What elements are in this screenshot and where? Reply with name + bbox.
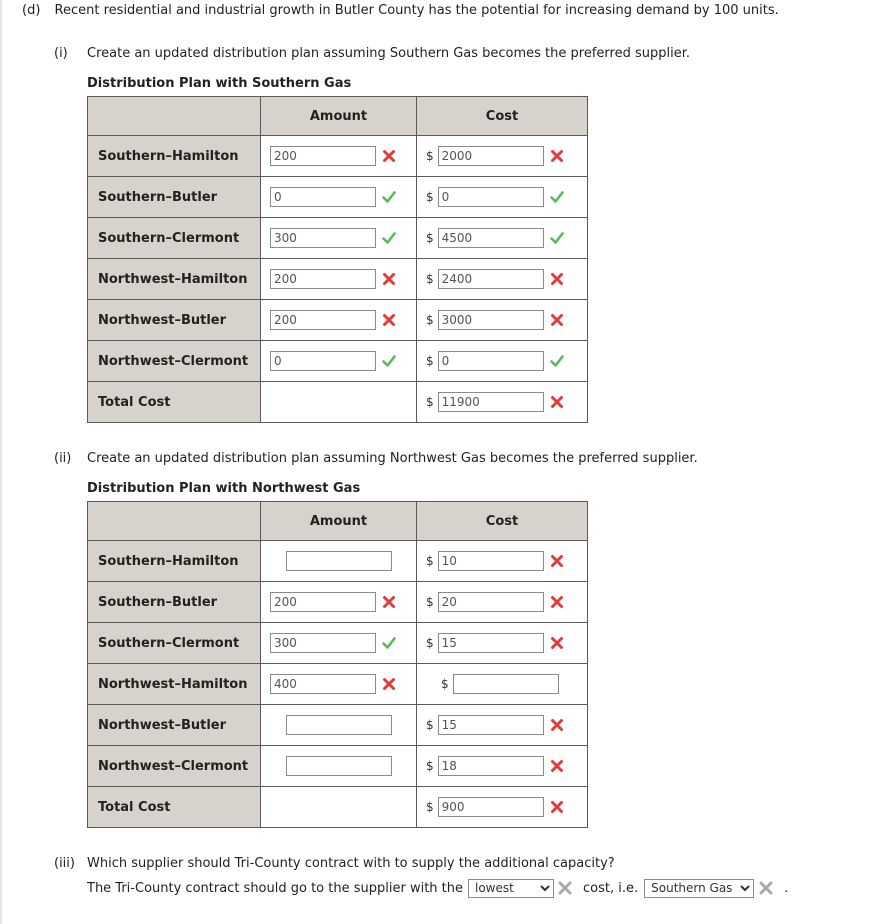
currency-symbol: $ xyxy=(426,190,434,204)
table-row xyxy=(88,300,588,341)
cost-cell xyxy=(417,382,588,423)
cost-header: Cost xyxy=(417,97,588,136)
incorrect-x-icon xyxy=(549,148,565,164)
cost-input[interactable] xyxy=(438,351,544,371)
amount-header: Amount xyxy=(261,502,417,541)
cost-level-wrong-icon xyxy=(557,880,573,896)
incorrect-x-icon xyxy=(381,312,397,328)
correct-check-icon xyxy=(381,353,397,369)
route-label: Southern–Hamilton xyxy=(88,541,261,582)
table-row xyxy=(88,623,588,664)
amount-input[interactable] xyxy=(270,633,376,653)
amount-cell xyxy=(261,300,417,341)
amount-input[interactable] xyxy=(270,146,376,166)
amount-input[interactable] xyxy=(286,756,392,776)
cost-cell xyxy=(417,541,588,582)
amount-cell xyxy=(261,218,417,259)
table-row xyxy=(88,664,588,705)
total-cost-input[interactable] xyxy=(438,797,544,817)
incorrect-x-icon xyxy=(549,635,565,651)
amount-cell xyxy=(261,582,417,623)
table-row xyxy=(88,136,588,177)
cost-input[interactable] xyxy=(438,592,544,612)
correct-check-icon xyxy=(381,189,397,205)
currency-symbol: $ xyxy=(426,395,434,409)
incorrect-x-icon xyxy=(549,312,565,328)
amount-cell xyxy=(261,177,417,218)
currency-symbol: $ xyxy=(426,231,434,245)
part-i-label: (i) xyxy=(54,46,68,61)
route-label: Northwest–Hamilton xyxy=(88,664,261,705)
amount-cell xyxy=(261,136,417,177)
amount-input[interactable] xyxy=(270,592,376,612)
supplier-wrong-icon xyxy=(758,880,774,896)
incorrect-x-icon xyxy=(549,394,565,410)
left-border xyxy=(0,0,2,924)
part-iii-answer-line xyxy=(87,878,788,898)
amount-cell xyxy=(261,787,417,828)
cost-input[interactable] xyxy=(438,310,544,330)
incorrect-x-icon xyxy=(381,271,397,287)
cost-cell xyxy=(417,582,588,623)
table-ii-caption: Distribution Plan with Northwest Gas xyxy=(87,481,361,496)
table-row xyxy=(88,259,588,300)
part-ii-prompt xyxy=(54,451,698,466)
table-corner xyxy=(88,502,261,541)
correct-check-icon xyxy=(549,189,565,205)
table-row xyxy=(88,582,588,623)
correct-check-icon xyxy=(381,635,397,651)
correct-check-icon xyxy=(549,230,565,246)
table-row xyxy=(88,746,588,787)
cost-input[interactable] xyxy=(438,633,544,653)
part-iii-middle: cost, i.e. xyxy=(583,880,639,896)
table-row xyxy=(88,177,588,218)
cost-cell xyxy=(417,787,588,828)
incorrect-x-icon xyxy=(549,553,565,569)
incorrect-x-icon xyxy=(549,799,565,815)
amount-input[interactable] xyxy=(270,187,376,207)
route-label: Northwest–Clermont xyxy=(88,746,261,787)
amount-input[interactable] xyxy=(270,310,376,330)
table-i-caption: Distribution Plan with Southern Gas xyxy=(87,76,352,91)
amount-cell xyxy=(261,664,417,705)
amount-input[interactable] xyxy=(270,674,376,694)
cost-cell xyxy=(417,623,588,664)
total-cost-label: Total Cost xyxy=(88,382,261,423)
route-label: Northwest–Clermont xyxy=(88,341,261,382)
supplier-select[interactable] xyxy=(644,879,754,898)
currency-symbol: $ xyxy=(426,595,434,609)
incorrect-x-icon xyxy=(549,594,565,610)
question-d-text: Recent residential and industrial growth in Butler County has the potential for increasing demand by 100 units. xyxy=(54,3,779,18)
amount-cell xyxy=(261,541,417,582)
part-iii-prompt xyxy=(54,856,615,871)
amount-cell xyxy=(261,382,417,423)
incorrect-x-icon xyxy=(381,594,397,610)
table-corner xyxy=(88,97,261,136)
cost-header: Cost xyxy=(417,502,588,541)
cost-input[interactable] xyxy=(438,715,544,735)
amount-input[interactable] xyxy=(286,551,392,571)
table-row xyxy=(88,705,588,746)
cost-input[interactable] xyxy=(438,146,544,166)
incorrect-x-icon xyxy=(549,717,565,733)
amount-header: Amount xyxy=(261,97,417,136)
cost-cell xyxy=(417,136,588,177)
amount-input[interactable] xyxy=(286,715,392,735)
currency-symbol: $ xyxy=(426,354,434,368)
cost-input[interactable] xyxy=(438,269,544,289)
cost-cell xyxy=(417,300,588,341)
correct-check-icon xyxy=(549,353,565,369)
cost-input[interactable] xyxy=(438,228,544,248)
route-label: Northwest–Butler xyxy=(88,300,261,341)
part-i-text: Create an updated distribution plan assuming Southern Gas becomes the preferred supplier. xyxy=(87,46,690,61)
route-label: Southern–Clermont xyxy=(88,623,261,664)
part-iii-sentence-start: The Tri-County contract should go to the supplier with the xyxy=(87,880,463,896)
table-row xyxy=(88,541,588,582)
cost-cell xyxy=(417,341,588,382)
part-iii-end: . xyxy=(784,880,789,896)
cost-cell xyxy=(417,218,588,259)
table-row xyxy=(88,787,588,828)
cost-cell xyxy=(417,705,588,746)
part-i-prompt xyxy=(54,46,690,61)
incorrect-x-icon xyxy=(549,271,565,287)
currency-symbol: $ xyxy=(426,800,434,814)
correct-check-icon xyxy=(381,230,397,246)
cost-input[interactable] xyxy=(438,187,544,207)
amount-cell xyxy=(261,705,417,746)
question-d-label: (d) xyxy=(22,3,41,18)
cost-level-select[interactable] xyxy=(468,879,554,898)
question-d xyxy=(22,3,779,18)
amount-input[interactable] xyxy=(270,228,376,248)
total-cost-label: Total Cost xyxy=(88,787,261,828)
distribution-table-northwest xyxy=(87,501,588,828)
amount-cell xyxy=(261,746,417,787)
route-label: Southern–Butler xyxy=(88,582,261,623)
total-cost-input[interactable] xyxy=(438,392,544,412)
cost-input[interactable] xyxy=(438,551,544,571)
incorrect-x-icon xyxy=(381,148,397,164)
table-row xyxy=(88,341,588,382)
cost-input[interactable] xyxy=(453,674,559,694)
currency-symbol: $ xyxy=(441,677,449,691)
route-label: Southern–Clermont xyxy=(88,218,261,259)
route-label: Northwest–Butler xyxy=(88,705,261,746)
table-row xyxy=(88,218,588,259)
part-iii-question: Which supplier should Tri-County contract with to supply the additional capacity? xyxy=(87,856,615,871)
currency-symbol: $ xyxy=(426,636,434,650)
currency-symbol: $ xyxy=(426,554,434,568)
route-label: Southern–Hamilton xyxy=(88,136,261,177)
cost-cell xyxy=(417,746,588,787)
part-ii-label: (ii) xyxy=(54,451,72,466)
incorrect-x-icon xyxy=(549,758,565,774)
route-label: Northwest–Hamilton xyxy=(88,259,261,300)
currency-symbol: $ xyxy=(426,272,434,286)
amount-input[interactable] xyxy=(270,351,376,371)
route-label: Southern–Butler xyxy=(88,177,261,218)
part-ii-text: Create an updated distribution plan assuming Northwest Gas becomes the preferred supplier. xyxy=(87,451,698,466)
amount-input[interactable] xyxy=(270,269,376,289)
cost-cell xyxy=(417,177,588,218)
part-iii-label: (iii) xyxy=(54,856,75,871)
table-row xyxy=(88,382,588,423)
currency-symbol: $ xyxy=(426,313,434,327)
cost-input[interactable] xyxy=(438,756,544,776)
currency-symbol: $ xyxy=(426,149,434,163)
cost-cell xyxy=(417,664,588,705)
amount-cell xyxy=(261,623,417,664)
amount-cell xyxy=(261,259,417,300)
currency-symbol: $ xyxy=(426,718,434,732)
distribution-table-southern xyxy=(87,96,588,423)
currency-symbol: $ xyxy=(426,759,434,773)
amount-cell xyxy=(261,341,417,382)
cost-cell xyxy=(417,259,588,300)
incorrect-x-icon xyxy=(381,676,397,692)
